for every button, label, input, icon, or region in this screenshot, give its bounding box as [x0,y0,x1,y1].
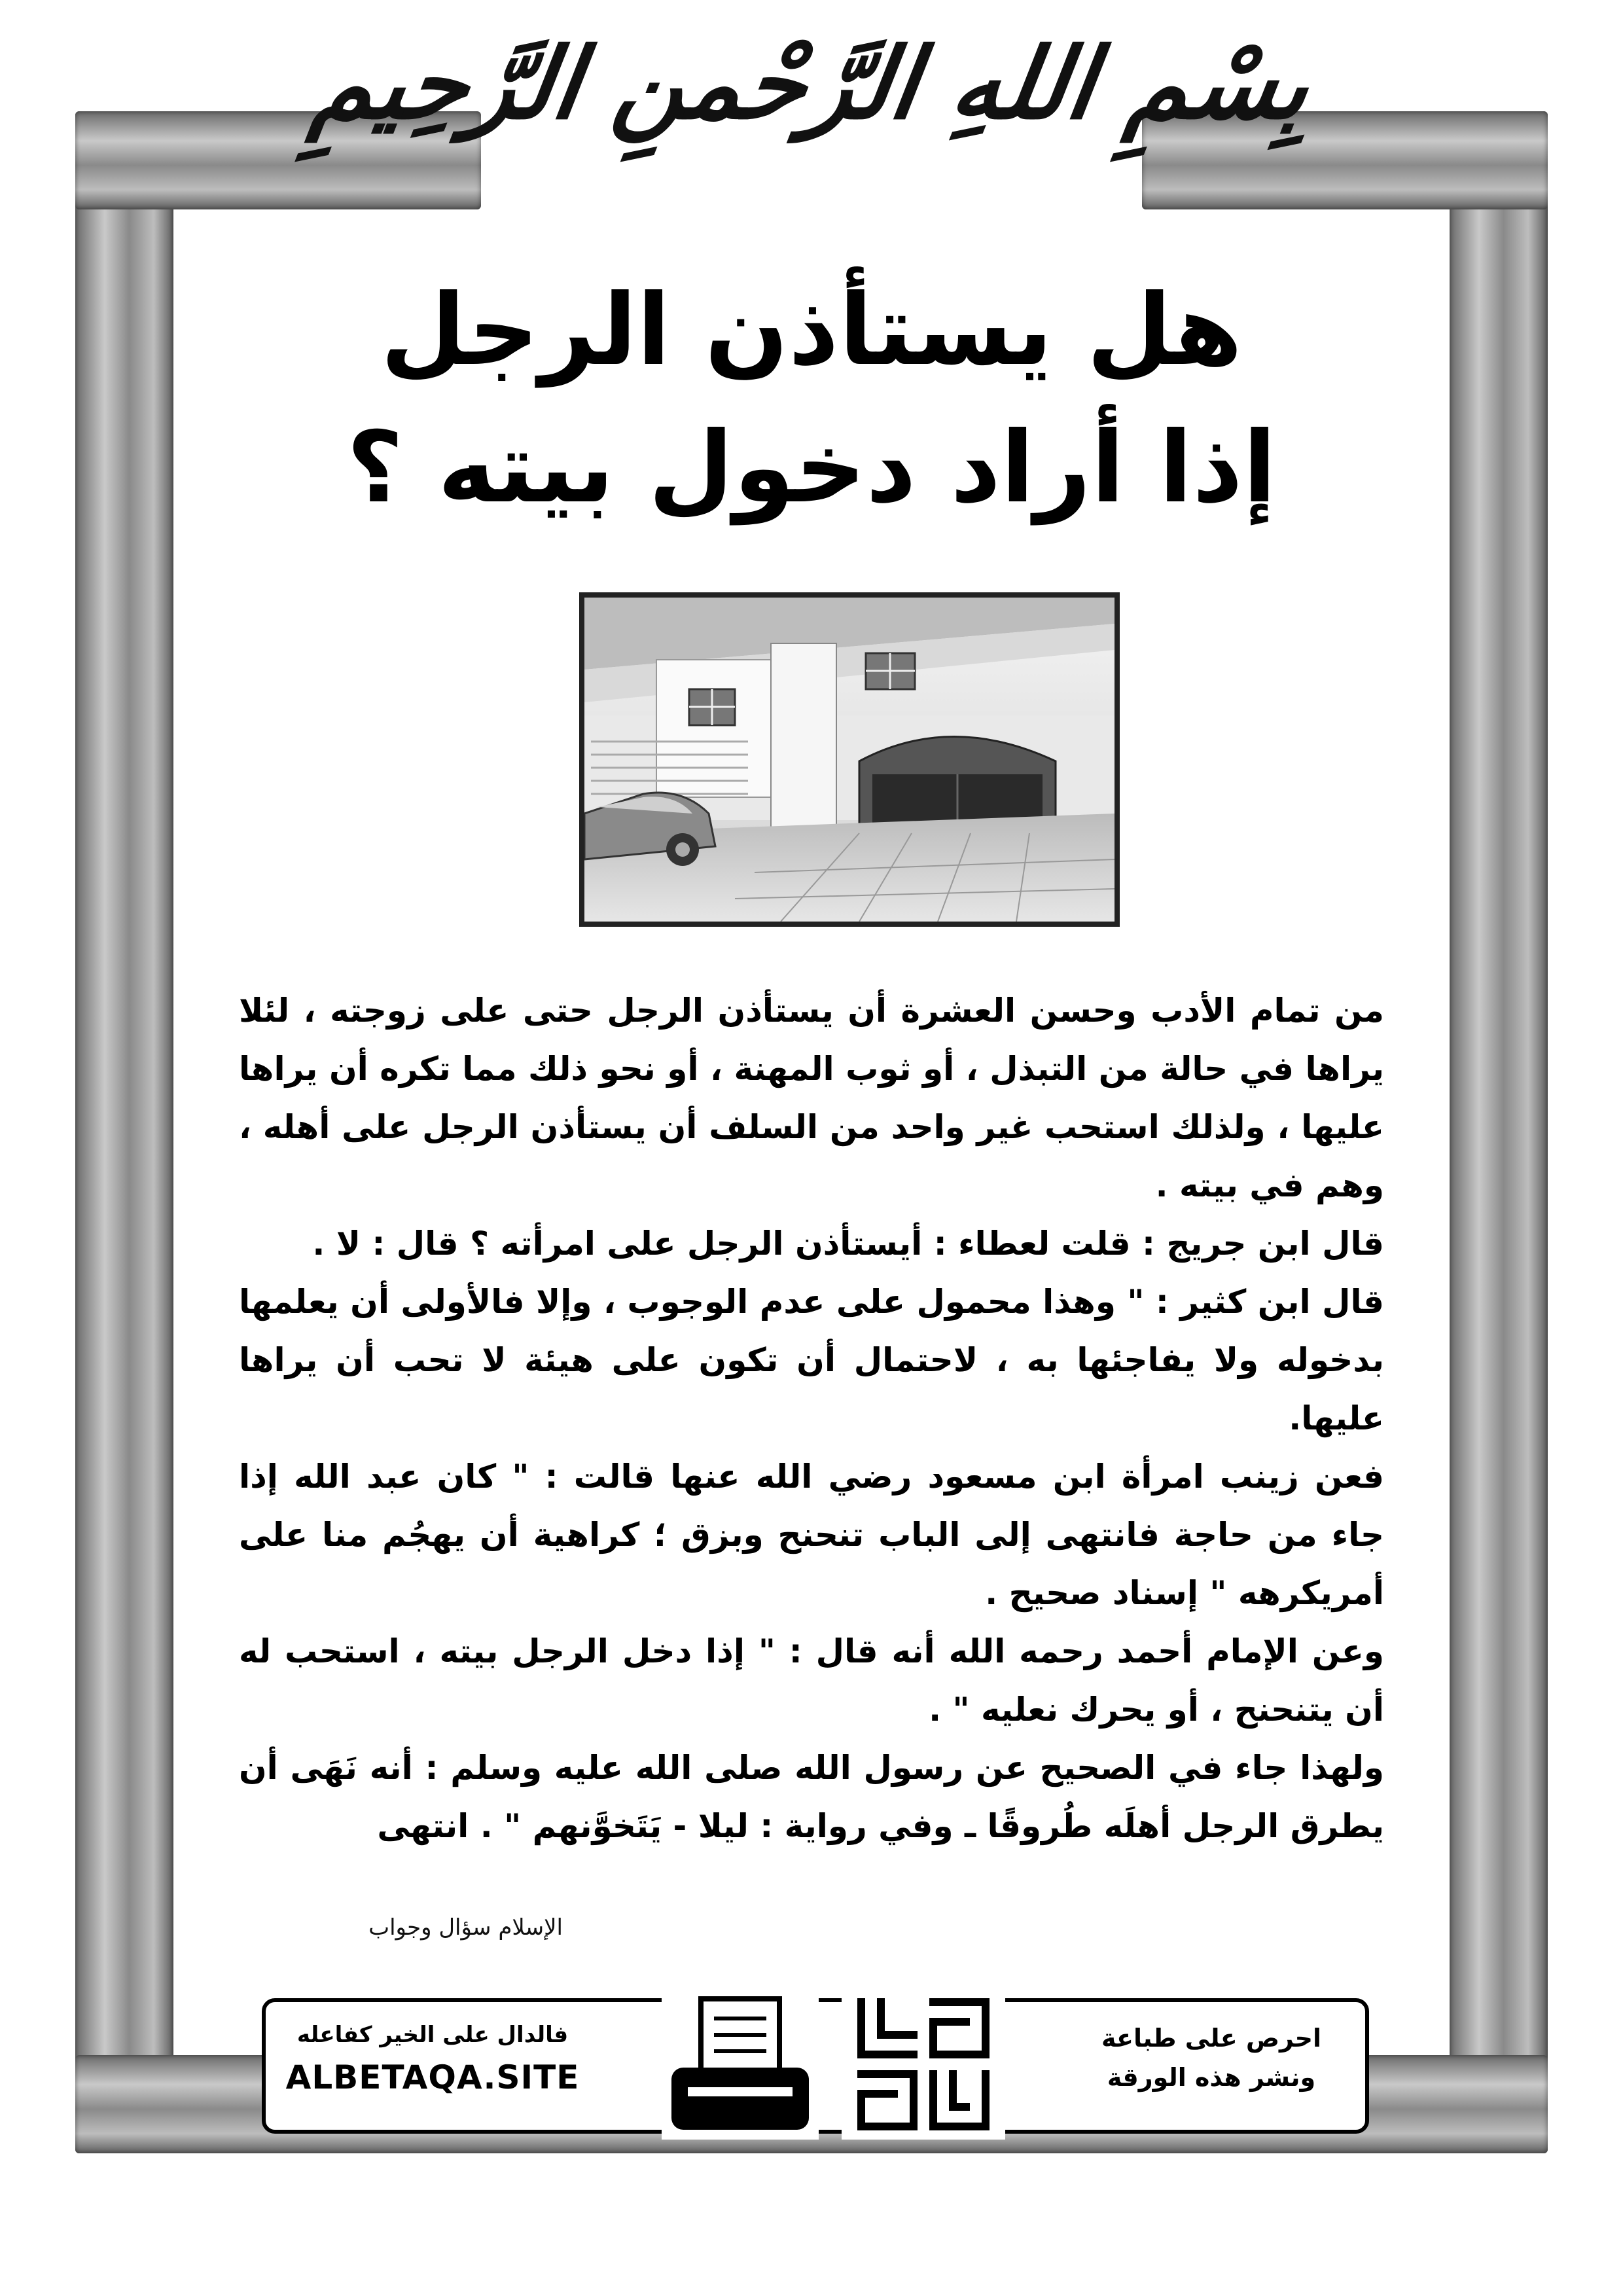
article-paragraph-5: وعن الإمام أحمد رحمه الله أنه قال : " إذا دخل الرجل بيته ، استحب له أن يتنحنح ، أو يحرك نعليه " . [239,1632,1384,1729]
printer-area [662,1989,819,2140]
article-paragraph-4: فعن زينب امرأة ابن مسعود رضي الله عنها قالت : " كان عبد الله إذا جاء من حاجة فانتهى إلى الباب تنحنح وبزق ؛ كراهية أن يهجُم منا على أمريكرهه " إسناد صحيح . [239,1458,1384,1612]
footer-print-line-1: احرص على طباعة [1101,2024,1322,2053]
page-title [216,262,1407,537]
house-image [584,598,1115,922]
footer-print-line-2: ونشر هذه الورقة [1107,2063,1316,2092]
dawat-alwaraqa-logo [842,1989,1005,2140]
title-line-2: إذا أراد دخول بيته ؟ [346,411,1277,525]
basmala-calligraphy [0,26,1623,223]
article-paragraph-3: قال ابن كثير : " وهذا محمول على عدم الوجوب ، وإلا فالأولى أن يعلمها بدخوله ولا يفاجئها به ، لاحتمال أن تكون على هيئة لا تحب أن يراها عليها. [239,1283,1384,1437]
footer-site-block [279,2015,586,2100]
footer-banner [262,1998,1369,2134]
article-body [239,982,1384,1856]
footer-website: ALBETAQA.SITE [285,2058,580,2096]
title-line-1: هل يستأذن الرجل [380,274,1243,387]
article-paragraph-1: من تمام الأدب وحسن العشرة أن يستأذن الرجل حتى على زوجته ، لئلا يراها في حالة من التبذل ، أو ثوب المهنة ، أو نحو ذلك مما تكره أن يراها عليها ، ولذلك استحب غير واحد من السلف أن يستأذن الرجل على أهله ، وهم في بيته . [239,992,1384,1204]
frame-left-bar [75,111,173,2153]
article-paragraph-2: قال ابن جريج : قلت لعطاء : أيستأذن الرجل على امرأته ؟ قال : لا . [312,1225,1384,1263]
footer-tagline: فالدال على الخير كفاعله [296,2022,569,2048]
article-source: الإسلام سؤال وجواب [368,1914,563,1941]
printer-icon [662,1989,819,2140]
frame-right-bar [1450,111,1548,2153]
article-paragraph-6: ولهذا جاء في الصحيح عن رسول الله صلى الله عليه وسلم : أنه نَهَى أن يطرق الرجل أهلَه طُروقًا ـ وفي رواية : ليلا - يَتَخوَّنهم " . انتهى [239,1749,1384,1845]
footer-print-note [1071,2018,1352,2097]
house-illustration [579,592,1120,927]
kufic-logo-icon [842,1989,1005,2140]
basmala-text: بِسْمِ اللهِ الرَّحْمنِ الرَّحِيمِ [306,26,1317,141]
